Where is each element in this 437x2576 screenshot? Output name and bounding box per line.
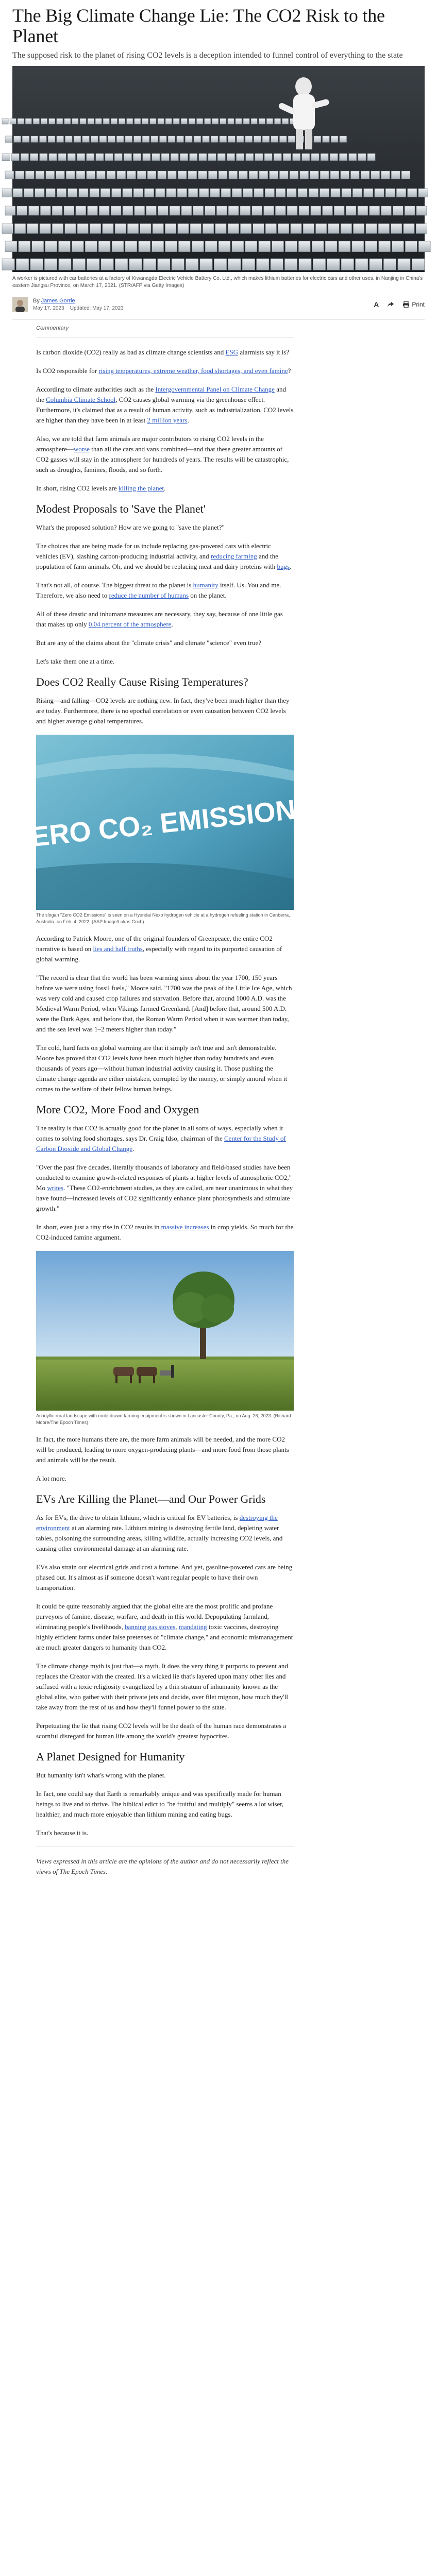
print-button[interactable]: [402, 301, 425, 308]
bugs-link[interactable]: bugs: [277, 563, 290, 570]
printer-icon: [402, 301, 410, 308]
co2-science-center-link[interactable]: Center for the Study of Carbon Dioxide and Global Change: [36, 1134, 286, 1153]
paragraph: The reality is that CO2 is actually good for the planet in all sorts of ways, especially when it comes to solving food shortages, says Dr. Craig Idso, chairman of the Center for the Study of Carbon Dioxide and Global Change.: [36, 1124, 286, 1153]
author-block: [12, 297, 124, 312]
paragraph: In fact, the more humans there are, the more farm animals will be needed, and the more CO2 will be produced, leading to more oxygen-producing plants—and more food from those plants and animals will be the result.: [36, 1435, 289, 1464]
paragraph: That's because it is.: [36, 1829, 89, 1837]
paragraph: But are any of the claims about the "climate crisis" and climate "science" even true?: [36, 639, 262, 647]
paragraph: Perpetuating the lie that rising CO2 levels will be the death of the human race demonstrates a scornful disregard for human life among the world's greatest hypocrites.: [36, 1722, 287, 1740]
section-tag: Commentary: [36, 325, 69, 331]
paragraph: All of these drastic and inhumane measures are necessary, they say, because of one little gas that makes up only 0.04 percent of the atmosphere.: [36, 610, 283, 628]
mandating-link[interactable]: mandating: [178, 1623, 207, 1631]
rising-temperatures-link[interactable]: rising temperatures, extreme weather, food shortages, and even famine: [98, 367, 288, 375]
paragraph: In short, even just a tiny rise in CO2 results in massive increases in crop yields. So much for the CO2-induced famine argument.: [36, 1223, 294, 1241]
esg-link[interactable]: ESG: [225, 348, 239, 356]
paragraph: In fact, one could say that Earth is remarkably unique and was specifically made for human beings to live and to thrive. The biblical edict to "be fruitful and multiply" seems a lot wiser, healthier, and much more enjoyable than lithium mining and eating bugs.: [36, 1790, 284, 1818]
paragraph: Let's take them one at a time.: [36, 657, 115, 665]
paragraph: Is carbon dioxide (CO2) really as bad as climate change scientists and ESG alarmists say it is?: [36, 348, 289, 356]
banning-gas-stoves-link[interactable]: banning gas stoves: [125, 1623, 176, 1631]
destroying-environment-link[interactable]: destroying the environment: [36, 1514, 278, 1532]
publish-date: May 17, 2023: [33, 305, 64, 311]
section-heading: Does CO2 Really Cause Rising Temperatures?: [36, 675, 248, 688]
paragraph: According to climate authorities such as the Intergovernmental Panel on Climate Change and the Columbia Climate School, CO2 causes global warming via the greenhouse effect. Furthermore, it's claimed that as a result of human activity, such as industrialization, CO2 levels are higher than they have been in at least 2 million years.: [36, 385, 294, 424]
paragraph: "Over the past five decades, literally thousands of laboratory and field-based studies have been conducted to examine growth-related responses of plants at higher levels of atmospheric CO2," Mo writes. "These CO2-enrichment studies, as they are called, are near unanimous in what they have found—increased levels of CO2 significantly enhance plant photosynthesis and stimulate growth.": [36, 1163, 293, 1212]
hero-caption: A worker is pictured with car batteries at a factory of Kiwanagda Electric Vehicle Battery Co. Ltd., which makes lithium batteries for electric cars and other uses, in Nanjing in China's eastern Jiangsu Province, on March 17, 2021. (STR/AFP via Getty Images): [12, 276, 423, 289]
paragraph: Is CO2 responsible for rising temperatures, extreme weather, food shortages, and even famine?: [36, 367, 291, 375]
ipcc-link[interactable]: Intergovernmental Panel on Climate Change: [155, 385, 275, 393]
font-size-button[interactable]: [374, 300, 379, 309]
section-heading: A Planet Designed for Humanity: [36, 1750, 185, 1763]
reduce-humans-link[interactable]: reduce the number of humans: [109, 591, 189, 599]
paragraph: EVs also strain our electrical grids and cost a fortune. And yet, gasoline-powered cars are being phased out. It's almost as if someone doesn't want regular people to have their own transportation.: [36, 1563, 293, 1591]
section-heading: EVs Are Killing the Planet—and Our Power Grids: [36, 1493, 266, 1505]
hero-image: [12, 66, 425, 272]
massive-increases-link[interactable]: massive increases: [161, 1223, 209, 1231]
paragraph: The climate change myth is just that—a myth. It does the very thing it purports to prevent and replaces the Creator with the created. It's a wicked lie that's layered upon many other lies and suffused with a toxic religiosity evangelized by a thin stratum of inhumanity known as the global elite, who gather with their private jets and decide, over filet mignon, how much they'll take away from the rest of us and how they'll funnel power to the state.: [36, 1662, 288, 1711]
paragraph: A lot more.: [36, 1475, 66, 1482]
author-link[interactable]: James Gorrie: [41, 297, 75, 304]
paragraph: What's the proposed solution? How are we going to "save the planet?": [36, 523, 225, 531]
paragraph: That's not all, of course. The biggest threat to the planet is humanity itself. Us. You and me. Therefore, we also need to reduce the number of humans on the planet.: [36, 581, 281, 599]
humanity-link[interactable]: humanity: [193, 581, 218, 589]
paragraph: As for EVs, the drive to obtain lithium, which is critical for EV batteries, is destroying the environment at an alarming rate. Lithium mining is destroying fertile land, depleting water tables, poisoning the surrounding areas, killing wildlife, actually increasing CO2 levels, and causing other environmental damage at an alarming rate.: [36, 1514, 283, 1552]
section-heading: Modest Proposals to 'Save the Planet': [36, 502, 206, 515]
share-icon: [387, 301, 394, 308]
footer-divider: [36, 1846, 294, 1847]
reducing-farming-link[interactable]: reducing farming: [210, 552, 257, 560]
paragraph: The cold, hard facts on global warming are that it simply isn't true and isn't demonstrable. Moore has proved that CO2 levels have been much higher than today hundreds and even thousands of years ago—without human industrial activity causing it. Those pushing the climate change agenda are either mistaken, corrupted by the money, or simply amoral when it comes to the welfare of their fellow human beings.: [36, 1044, 288, 1093]
author-meta: [33, 297, 124, 312]
updated-date: Updated: May 17, 2023: [70, 305, 124, 311]
two-million-years-link[interactable]: 2 million years: [147, 416, 188, 424]
author-avatar: [12, 297, 28, 312]
article-body: [12, 325, 316, 1877]
worse-link[interactable]: worse: [73, 445, 90, 453]
section-divider: [36, 337, 294, 338]
paragraph: According to Patrick Moore, one of the original founders of Greenpeace, the entire CO2 narrative is based on lies and half truths, especially with regard to its purported causation of global warming.: [36, 935, 282, 963]
paragraph: It could be quite reasonably argued that the global elite are the most prolific and profane purveyors of famine, disease, warfare, and death in this world. Depopulating farmland, eliminating people's livelihoods, banning gas stoves, mandating toxic vaccines, destroying highly efficient farms under false pretenses of "climate change," and economic mismanagement are much greater dangers to humanity than CO2.: [36, 1602, 293, 1651]
opinion-disclaimer: Views expressed in this article are the opinions of the author and do not necessarily reflect the views of The Epoch Times.: [36, 1857, 289, 1875]
paragraph: But humanity isn't what's wrong with the planet.: [36, 1771, 166, 1779]
byline-bar: [12, 297, 425, 320]
print-label: Print: [412, 301, 425, 308]
author-prefix: By: [33, 297, 40, 304]
writes-link[interactable]: writes: [47, 1184, 64, 1192]
article-title: The Big Climate Change Lie: The CO2 Risk to the Planet: [12, 5, 385, 46]
paragraph: In short, rising CO2 levels are killing the planet.: [36, 484, 166, 492]
section-heading: More CO2, More Food and Oxygen: [36, 1103, 199, 1116]
columbia-link[interactable]: Columbia Climate School: [46, 396, 116, 403]
paragraph: The choices that are being made for us include replacing gas-powered cars with electric vehicles (EV), slashing carbon-producing industrial activity, and reducing farming and the population of farm animals. Oh, and we should be replacing meat and dairy proteins with bugs.: [36, 542, 292, 570]
killing-planet-link[interactable]: killing the planet: [118, 484, 164, 492]
figure-caption: The slogan "Zero CO2 Emissions" is seen on a Hyundai Nexo hydrogen vehicle at a hydrogen refueling station in Canberra, Australia, on Feb. 4, 2022. (AAP Image/Lukas Coch): [36, 912, 290, 924]
paragraph: "The record is clear that the world has been warming since about the year 1700, 150 years before we were using fossil fuels," Moore said. "1700 was the peak of the Little Ice Age, which was very cold and caused crop failures and starvation. Before that, around 1000 A.D. was the Medieval Warm Period, when Vikings farmed Greenland. [And] before that, around 500 A.D. were the Dark Ages, and before that, the Roman Warm Period when it was warmer than today, and the sea level was 1–2 meters higher than today.": [36, 974, 292, 1033]
atmosphere-percent-link[interactable]: 0.04 percent of the atmosphere: [88, 620, 172, 628]
font-size-icon: A: [374, 300, 379, 309]
rural-landscape-photo: [36, 1251, 294, 1411]
article-subtitle: The supposed risk to the planet of rising CO2 levels is a deception intended to funnel control of everything to the state: [12, 51, 403, 60]
share-button[interactable]: [387, 301, 394, 308]
article-tools: [374, 300, 425, 309]
paragraph: Rising—and falling—CO2 levels are nothing new. In fact, they've been much higher than they are today. Furthermore, there is no epochal correlation or even causation between CO2 levels and higher average global temperatures.: [36, 697, 290, 725]
paragraph: Also, we are told that farm animals are major contributors to rising CO2 levels in the atmosphere—worse than all the cars and vans combined—and that these greater amounts of CO2 gasses will stay in the atmosphere for hundreds of years. The results will be catastrophic, such as droughts, famines, floods, and so forth.: [36, 435, 289, 473]
zero-co2-sign-text: ZERO CO₂ EMISSIONS: [12, 792, 316, 855]
lies-half-truths-link[interactable]: lies and half truths: [93, 945, 143, 953]
figure-caption: An idyllic rural landscape with mule-drawn farming equipment is shown in Lancaster County, Pa., on Aug. 26, 2023. (Richard Moore/The Epoch Times): [36, 1413, 291, 1425]
zero-co2-photo: [12, 735, 316, 910]
